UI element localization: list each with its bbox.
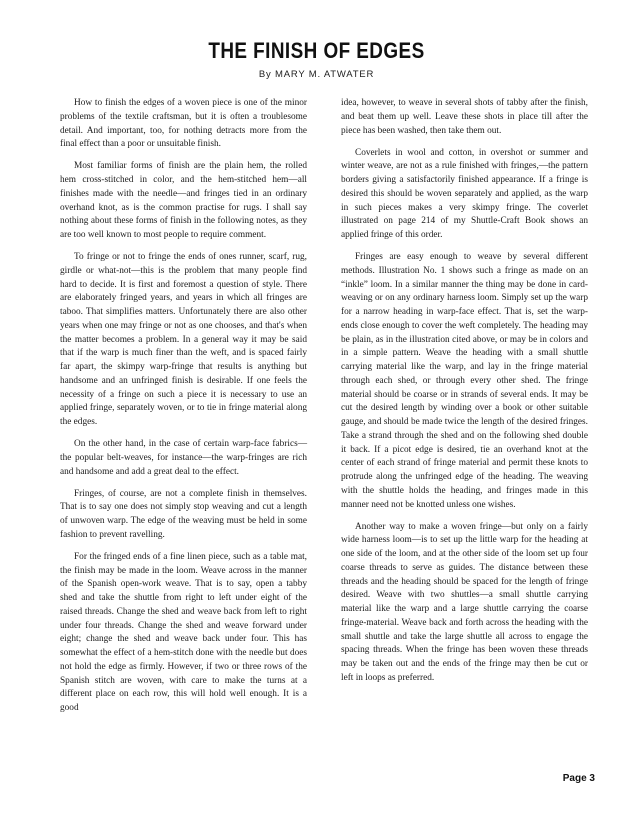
left-column <box>60 97 307 724</box>
paragraph: How to finish the edges of a woven piece is one of the minor problems of the textile craftsman, but it is often a troublesome detail. And important, too, for nothing detracts more from the final effect than a poor or unsuitable finish. <box>60 98 307 150</box>
paragraph: Coverlets in wool and cotton, in overshot or summer and winter weave, are not as a rule finished with fringes,—the pattern borders giving a satisfactorily finished appearance. If a fringe is desired this should be woven separately and applied, as the warp in such pieces makes a very skimpy fringe. The coverlet illustrated on page 214 of my Shuttle-Craft Book shows an applied fringe of this order. <box>341 147 588 241</box>
article-byline: By MARY M. ATWATER <box>258 69 375 80</box>
paragraph: Most familiar forms of finish are the plain hem, the rolled hem cross-stitched in color, and the hem-stitched hem—all finishes made with the needle—and fringes tied in an ordinary overhand knot, as is the common practise for rugs. I shall say nothing about these forms of finish in the following notes, as they are too well known to most people to require comment. <box>60 161 307 241</box>
paragraph: Fringes, of course, are not a complete finish in themselves. That is to say one does not simply stop weaving and cut a length of unwoven warp. The edge of the weaving must be held in some fashion to prevent ravelling. <box>60 488 307 540</box>
page-number: Page 3 <box>562 773 595 784</box>
paragraph-continued: idea, however, to weave in several shots of tabby after the finish, and beat them up well. Leave these shots in place till after the piece has been washed, then take them out. <box>341 98 588 136</box>
paragraph: On the other hand, in the case of certain warp-face fabrics—the popular belt-weaves, for instance—the warp-fringes are rich and handsome and add a great deal to the effect. <box>60 439 307 477</box>
paragraph: To fringe or not to fringe the ends of ones runner, scarf, rug, girdle or what-not—this is the problem that many people find hard to decide. It is first and foremost a question of style. There are elaborately fringed years, and years in which all fringes are taboo. That simplifies matters. Unfortunately there are also other years when one may fringe or not as one chooses, and that's when the matter becomes a problem. In a general way it may be said that if the warp is much finer than the weft, and is spaced fairly far apart, the skimpy warp-fringe that results is anything but handsome and an unfringed finish is desirable. If one feels the necessity of a fringe on such a piece it is necessary to use an applied fringe, separately woven, or to tie in fringe material along the edges. <box>60 252 307 428</box>
article-title: THE FINISH OF EDGES <box>208 38 425 63</box>
paragraph: For the fringed ends of a fine linen piece, such as a table mat, the finish may be made in the loom. Weave across in the manner of the Spanish open-work weave. That is to say, open a tabby shed and take the shuttle from right to left under eight of the raised threads. Change the shed and weave back from left to right under four threads. Change the shed and weave forward under eight; change the shed and weave back under four. This has somewhat the effect of a hem-stitch done with the needle but does not hold the edge as firmly. However, if two or three rows of the Spanish stitch are woven, with care to make the turns at a different place on each row, this will hold well enough. It is a good <box>60 551 307 714</box>
paragraph: Fringes are easy enough to weave by several different methods. Illustration No. 1 shows such a fringe as made on an “inkle” loom. In a similar manner the thing may be done in card-weaving or on any ordinary harness loom. Simply set up the warp for a narrow heading in warp-face effect. That is, set the warp-ends close enough to cover the weft completely. The heading may be plain, as in the illustration cited above, or may be in colors and in a simple pattern. Weave the heading with a small shuttle carrying material like the warp, and lay in the fringe material through each shed, or through every other shed. The fringe material should be coarse or in strands of several ends. It may be cut the desired length by winding over a book or other suitable gauge, and should be made twice the length of the desired fringes. Take a strand through the shed and on the following shed double it back. If a picot edge is desired, tie an overhand knot at the center of each strand of fringe material and permit these knots to protrude along the unfringed edge of the heading. The weaving with the shuttle holds the heading, and fringes made in this manner need not be knotted unless one wishes. <box>341 252 588 510</box>
paragraph: Another way to make a woven fringe—but only on a fairly wide harness loom—is to set up the little warp for the heading at one side of the loom, and at the other side of the loom set up four coarse threads to serve as guides. The distance between these threads and the heading should be spaced for the length of fringe desired. Weave with two shuttles—a small shuttle carrying material like the warp and a large shuttle carrying the coarse fringe-material. Weave back and forth across the heading with the small shuttle and take the large shuttle all across to engage the spacing threads. When the fringe has been woven these threads may be taken out and the ends of the fringe may then be cut or left in loops as preferred. <box>341 521 588 683</box>
right-column <box>341 97 588 694</box>
